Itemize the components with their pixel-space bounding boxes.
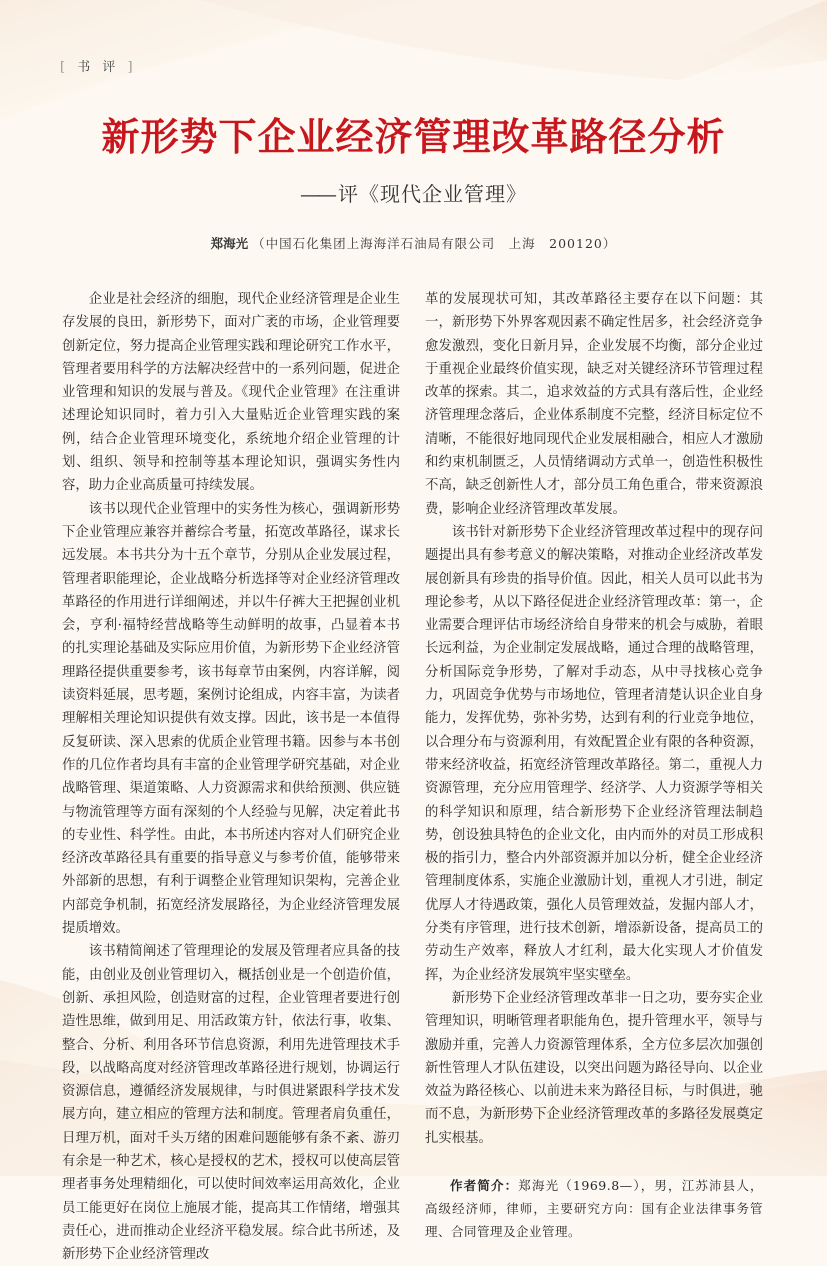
article-subtitle	[0, 178, 827, 207]
paragraph-continuation: 革的发展现状可知，其改革路径主要存在以下问题：其一，新形势下外界客观因素不确定性居多，社会经济竞争愈发激烈，变化日新月异，企业发展不均衡，部分企业过于重视企业最终价值实现，缺乏对关键经济环节管理过程改革的探索。其二，追求效益的方式具有落后性，企业经济管理理念落后，企业体系制度不完整，经济目标定位不清晰，不能很好地同现代企业发展相融合，相应人才激励和约束机制匮乏，人员情绪调动方式单一，创造性积极性不高，缺乏创新性人才，部分员工角色重合，带来资源浪费，影响企业经济管理改革发展。	[425, 292, 763, 517]
byline	[0, 234, 827, 252]
paragraph: 新形势下企业经济管理改革非一日之功，要夯实企业管理知识，明晰管理者职能角色，提升管理水平，领导与激励并重，完善人力资源管理体系，全方位多层次加强创新性管理人才队伍建设，以突出问题为路径导向、以企业效益为路径核心、以前进未来为路径目标，与时俱进，驰而不息，为新形势下企业经济管理改革的多路径发展奠定扎实根基。	[425, 990, 763, 1146]
author-bio	[425, 1174, 763, 1243]
paragraph: 企业是社会经济的细胞，现代企业经济管理是企业生存发展的良田，新形势下，面对广袤的市场，企业管理要创新定位，努力提高企业管理实践和理论研究工作水平，管理者要用科学的方法解决经营中的一系列问题，促进企业管理和知识的发展与普及。《现代企业管理》在注重讲述理论知识同时，着力引入大量贴近企业管理实践的案例，结合企业管理环境变化，系统地介绍企业管理的计划、组织、领导和控制等基本理论知识，强调实务性内容，助力企业高质量可持续发展。	[62, 292, 400, 494]
bracket-close: ]	[127, 60, 137, 75]
section-label: 书 评	[77, 60, 120, 75]
article-title: 新形势下企业经济管理改革路径分析	[101, 115, 726, 159]
bracket-open: [	[60, 60, 70, 75]
paragraph: 该书精简阐述了管理理论的发展及管理者应具备的技能，由创业及创业管理切入，概括创业是一个创造价值，创新、承担风险，创造财富的过程，企业管理者要进行创造性思维，做到用足、用活政策方针，依法行事，收集、整合、分析、利用各环节信息资源，利用先进管理技术手段，以战略高度对经济管理改革路径进行规划，协调运行资源信息，遵循经济发展规律，与时俱进紧跟科学技术发展方向，建立相应的管理方法和制度。管理者肩负重任，日理万机，面对千头万绪的困难问题能够有条不紊、游刃有余是一种艺术，核心是授权的艺术，授权可以使高层管理者事务处理精细化，可以使时间效率运用高效化，企业员工能更好在岗位上施展才能，提高其工作情绪，增强其责任心，进而推动企业经济平稳发展。综合此书所述，及新形势下企业经济管理改	[62, 944, 400, 1263]
subtitle-text: 评《现代企业管理》	[338, 182, 527, 206]
left-column	[62, 288, 400, 1266]
author-affiliation: （中国石化集团上海海洋石油局有限公司 上海 200120）	[252, 236, 617, 251]
paragraph: 该书针对新形势下企业经济管理改革过程中的现存问题提出具有参考意义的解决策略，对推动企业经济改革发展创新具有珍贵的指导价值。因此，相关人员可以此书为理论参考，从以下路径促进企业经济管理改革：第一，企业需要合理评估市场经济给自身带来的机会与威胁，着眼长远利益，为企业制定发展战略，通过合理的战略管理，分析国际竞争形势，了解对手动态，从中寻找核心竞争力，巩固竞争优势与市场地位，管理者清楚认识企业自身能力，发挥优势，弥补劣势，达到有利的行业竞争地位，以合理分布与资源利用，有效配置企业有限的各种资源，带来经济收益，拓宽经济管理改革路径。第二，重视人力资源管理，充分应用管理学、经济学、人力资源学等相关的科学知识和原理，结合新形势下企业经济管理法制趋势，创设独具特色的企业文化，由内而外的对员工形成积极的指引力，整合内外部资源并加以分析，健全企业经济管理制度体系，实施企业激励计划，重视人才引进，制定优厚人才待遇政策，强化人员管理效益，发掘内部人才，分类有序管理，进行技术创新，增添新设备，提高员工的劳动生产效率，释放人才红利，最大化实现人才价值发挥，为企业经济发展筑牢坚实壁垒。	[425, 524, 763, 983]
author-name: 郑海光	[210, 236, 249, 251]
author-bio-text: 郑海光（1969.8—），男，江苏沛县人，高级经济师，律师，主要研究方向：国有企业法律事务管理、合同管理及企业管理。	[425, 1177, 763, 1239]
right-column	[425, 288, 763, 1243]
author-bio-label: 作者简介：	[450, 1177, 519, 1193]
section-tag	[60, 56, 137, 75]
paragraph: 该书以现代企业管理中的实务性为核心，强调新形势下企业管理应兼容并蓄综合考量，拓宽改革路径，谋求长远发展。本书共分为十五个章节，分别从企业发展过程，管理者职能理论，企业战略分析选择等对企业经济管理改革路径的作用进行详细阐述，并以牛仔裤大王把握创业机会，亨利·福特经营战略等生动鲜明的故事，凸显着本书的扎实理论基础及实际应用价值，为新形势下企业经济管理路径提供重要参考，该书每章节由案例，内容详解，阅读资料延展，思考题，案例讨论组成，内容丰富，为读者理解相关理论知识提供有效支撑。因此，该书是一本值得反复研读、深入思索的优质企业管理书籍。因参与本书创作的几位作者均具有丰富的企业管理学研究基础，对企业战略管理、渠道策略、人力资源需求和供给预测、供应链与物流管理等方面有深刻的个人经验与见解，决定着此书的专业性、科学性。由此，本书所述内容对人们研究企业经济改革路径具有重要的指导意义与参考价值，能够带来外部新的思想，有利于调整企业管理知识架构，完善企业内部竞争机制，拓宽经济发展路径，为企业经济管理发展提质增效。	[62, 501, 400, 937]
subtitle-dash: ——	[300, 182, 334, 206]
